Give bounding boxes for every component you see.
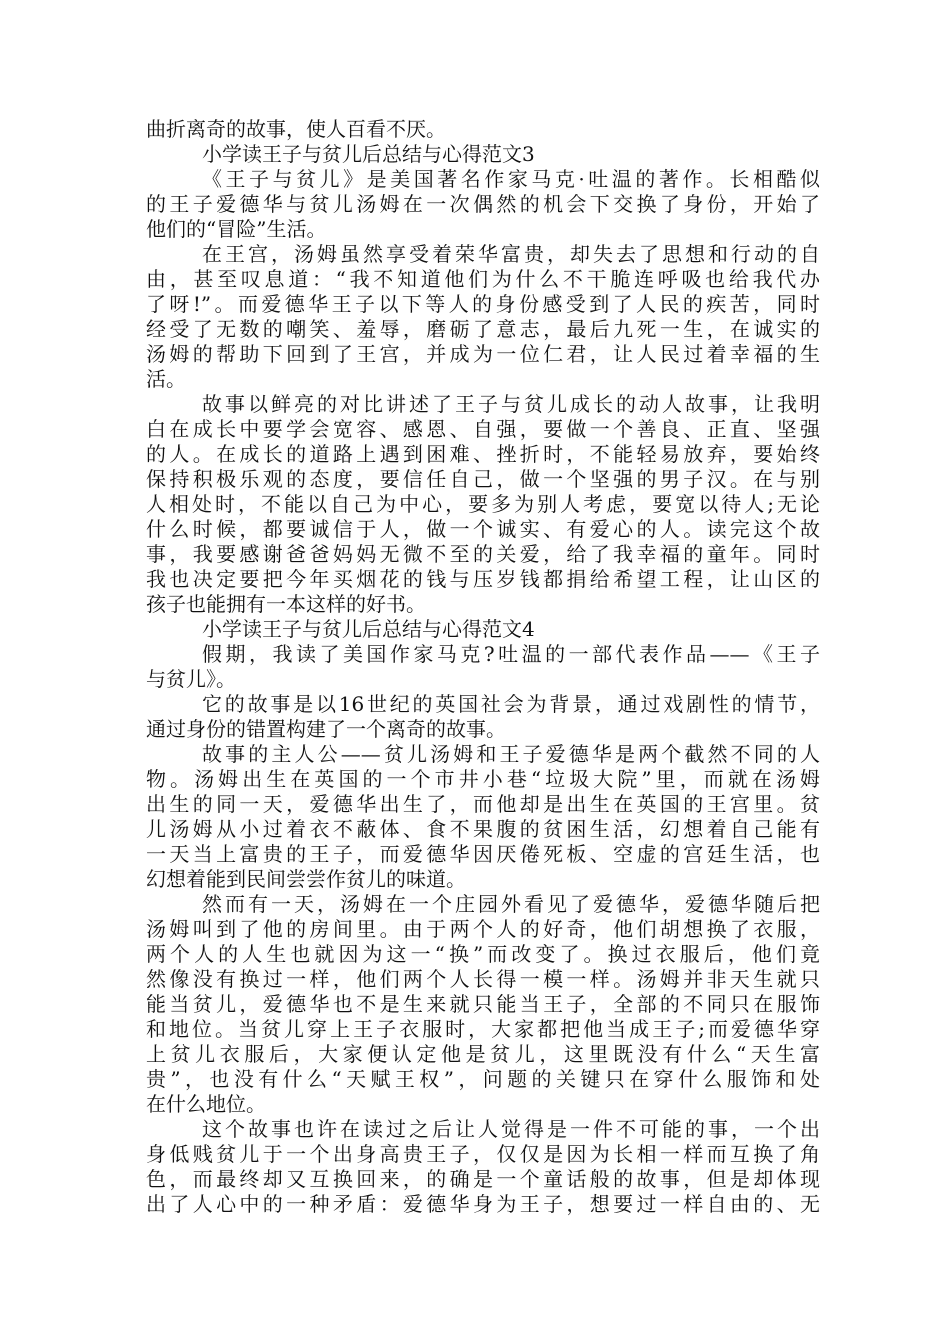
text-line: 上贫儿衣服后，大家便认定他是贫儿，这里既没有什么“天生富 xyxy=(146,1042,820,1066)
text-line: 什么时候，都要诚信于人，做一个诚实、有爱心的人。读完这个故 xyxy=(146,517,820,541)
text-line: 假期，我读了美国作家马克?吐温的一部代表作品——《王子 xyxy=(202,642,820,666)
text-line: 人相处时，不能以自己为中心，要多为别人考虑，要宽以待人;无论 xyxy=(146,492,820,516)
text-line: 色，而最终却又互换回来，的确是一个童话般的故事，但是却体现 xyxy=(146,1167,820,1191)
text-line: 出生的同一天，爱德华出生了，而他却是出生在英国的王宫里。贫 xyxy=(146,792,820,816)
text-line: 曲折离奇的故事，使人百看不厌。 xyxy=(146,117,446,141)
text-line: 孩子也能拥有一本这样的好书。 xyxy=(146,592,426,616)
text-line: 《王子与贫儿》是美国著名作家马克·吐温的著作。长相酷似 xyxy=(202,167,820,191)
text-line: 由，甚至叹息道：“我不知道他们为什么不干脆连呼吸也给我代办 xyxy=(146,267,820,291)
text-line: 保持积极乐观的态度，要信任自己，做一个坚强的男子汉。在与别 xyxy=(146,467,820,491)
text-line: 活。 xyxy=(146,367,186,391)
text-line: 了呀!”。而爱德华王子以下等人的身份感受到了人民的疾苦，同时 xyxy=(146,292,820,316)
document-page xyxy=(146,117,820,1217)
text-line: 两个人的人生也就因为这一“换”而改变了。换过衣服后，他们竟 xyxy=(146,942,820,966)
text-line: 故事的主人公——贫儿汤姆和王子爱德华是两个截然不同的人 xyxy=(202,742,820,766)
text-line: 汤姆叫到了他的房间里。由于两个人的好奇，他们胡想换了衣服， xyxy=(146,917,820,941)
text-line: 白在成长中要学会宽容、感恩、自强，要做一个善良、正直、坚强 xyxy=(146,417,820,441)
text-line: 儿汤姆从小过着衣不蔽体、食不果腹的贫困生活，幻想着自己能有 xyxy=(146,817,820,841)
section-heading: 小学读王子与贫儿后总结与心得范文3 xyxy=(202,142,535,166)
text-line: 然像没有换过一样，他们两个人长得一模一样。汤姆并非天生就只 xyxy=(146,967,820,991)
text-line: 出了人心中的一种矛盾：爱德华身为王子，想要过一样自由的、无 xyxy=(146,1192,820,1216)
text-line: 的王子爱德华与贫儿汤姆在一次偶然的机会下交换了身份，开始了 xyxy=(146,192,820,216)
text-line: 我也决定要把今年买烟花的钱与压岁钱都捐给希望工程，让山区的 xyxy=(146,567,820,591)
text-line: 它的故事是以16世纪的英国社会为背景，通过戏剧性的情节， xyxy=(202,692,820,716)
text-line: 他们的“冒险”生活。 xyxy=(146,217,327,241)
text-line: 身低贱贫儿于一个出身高贵王子，仅仅是因为长相一样而互换了角 xyxy=(146,1142,820,1166)
text-line: 事，我要感谢爸爸妈妈无微不至的关爱，给了我幸福的童年。同时 xyxy=(146,542,820,566)
text-line: 通过身份的错置构建了一个离奇的故事。 xyxy=(146,717,506,741)
text-line: 和地位。当贫儿穿上王子衣服时，大家都把他当成王子;而爱德华穿 xyxy=(146,1017,820,1041)
text-line: 贵”，也没有什么“天赋王权”，问题的关键只在穿什么服饰和处 xyxy=(146,1067,820,1091)
text-line: 一天当上富贵的王子，而爱德华因厌倦死板、空虚的宫廷生活，也 xyxy=(146,842,820,866)
text-line: 幻想着能到民间尝尝作贫儿的味道。 xyxy=(146,867,466,891)
text-line: 物。汤姆出生在英国的一个市井小巷“垃圾大院”里，而就在汤姆 xyxy=(146,767,820,791)
text-line: 在王宫，汤姆虽然享受着荣华富贵，却失去了思想和行动的自 xyxy=(202,242,820,266)
text-line: 故事以鲜亮的对比讲述了王子与贫儿成长的动人故事，让我明 xyxy=(202,392,820,416)
text-line: 在什么地位。 xyxy=(146,1092,266,1116)
text-line: 能当贫儿，爱德华也不是生来就只能当王子，全部的不同只在服饰 xyxy=(146,992,820,1016)
text-line: 的人。在成长的道路上遇到困难、挫折时，不能轻易放弃，要始终 xyxy=(146,442,820,466)
text-line: 经受了无数的嘲笑、羞辱，磨砺了意志，最后九死一生，在诚实的 xyxy=(146,317,820,341)
text-line: 然而有一天，汤姆在一个庄园外看见了爱德华，爱德华随后把 xyxy=(202,892,820,916)
text-line: 这个故事也许在读过之后让人觉得是一件不可能的事，一个出 xyxy=(202,1117,820,1141)
text-line: 汤姆的帮助下回到了王宫，并成为一位仁君，让人民过着幸福的生 xyxy=(146,342,820,366)
text-line: 与贫儿》。 xyxy=(146,667,236,691)
section-heading: 小学读王子与贫儿后总结与心得范文4 xyxy=(202,617,535,641)
